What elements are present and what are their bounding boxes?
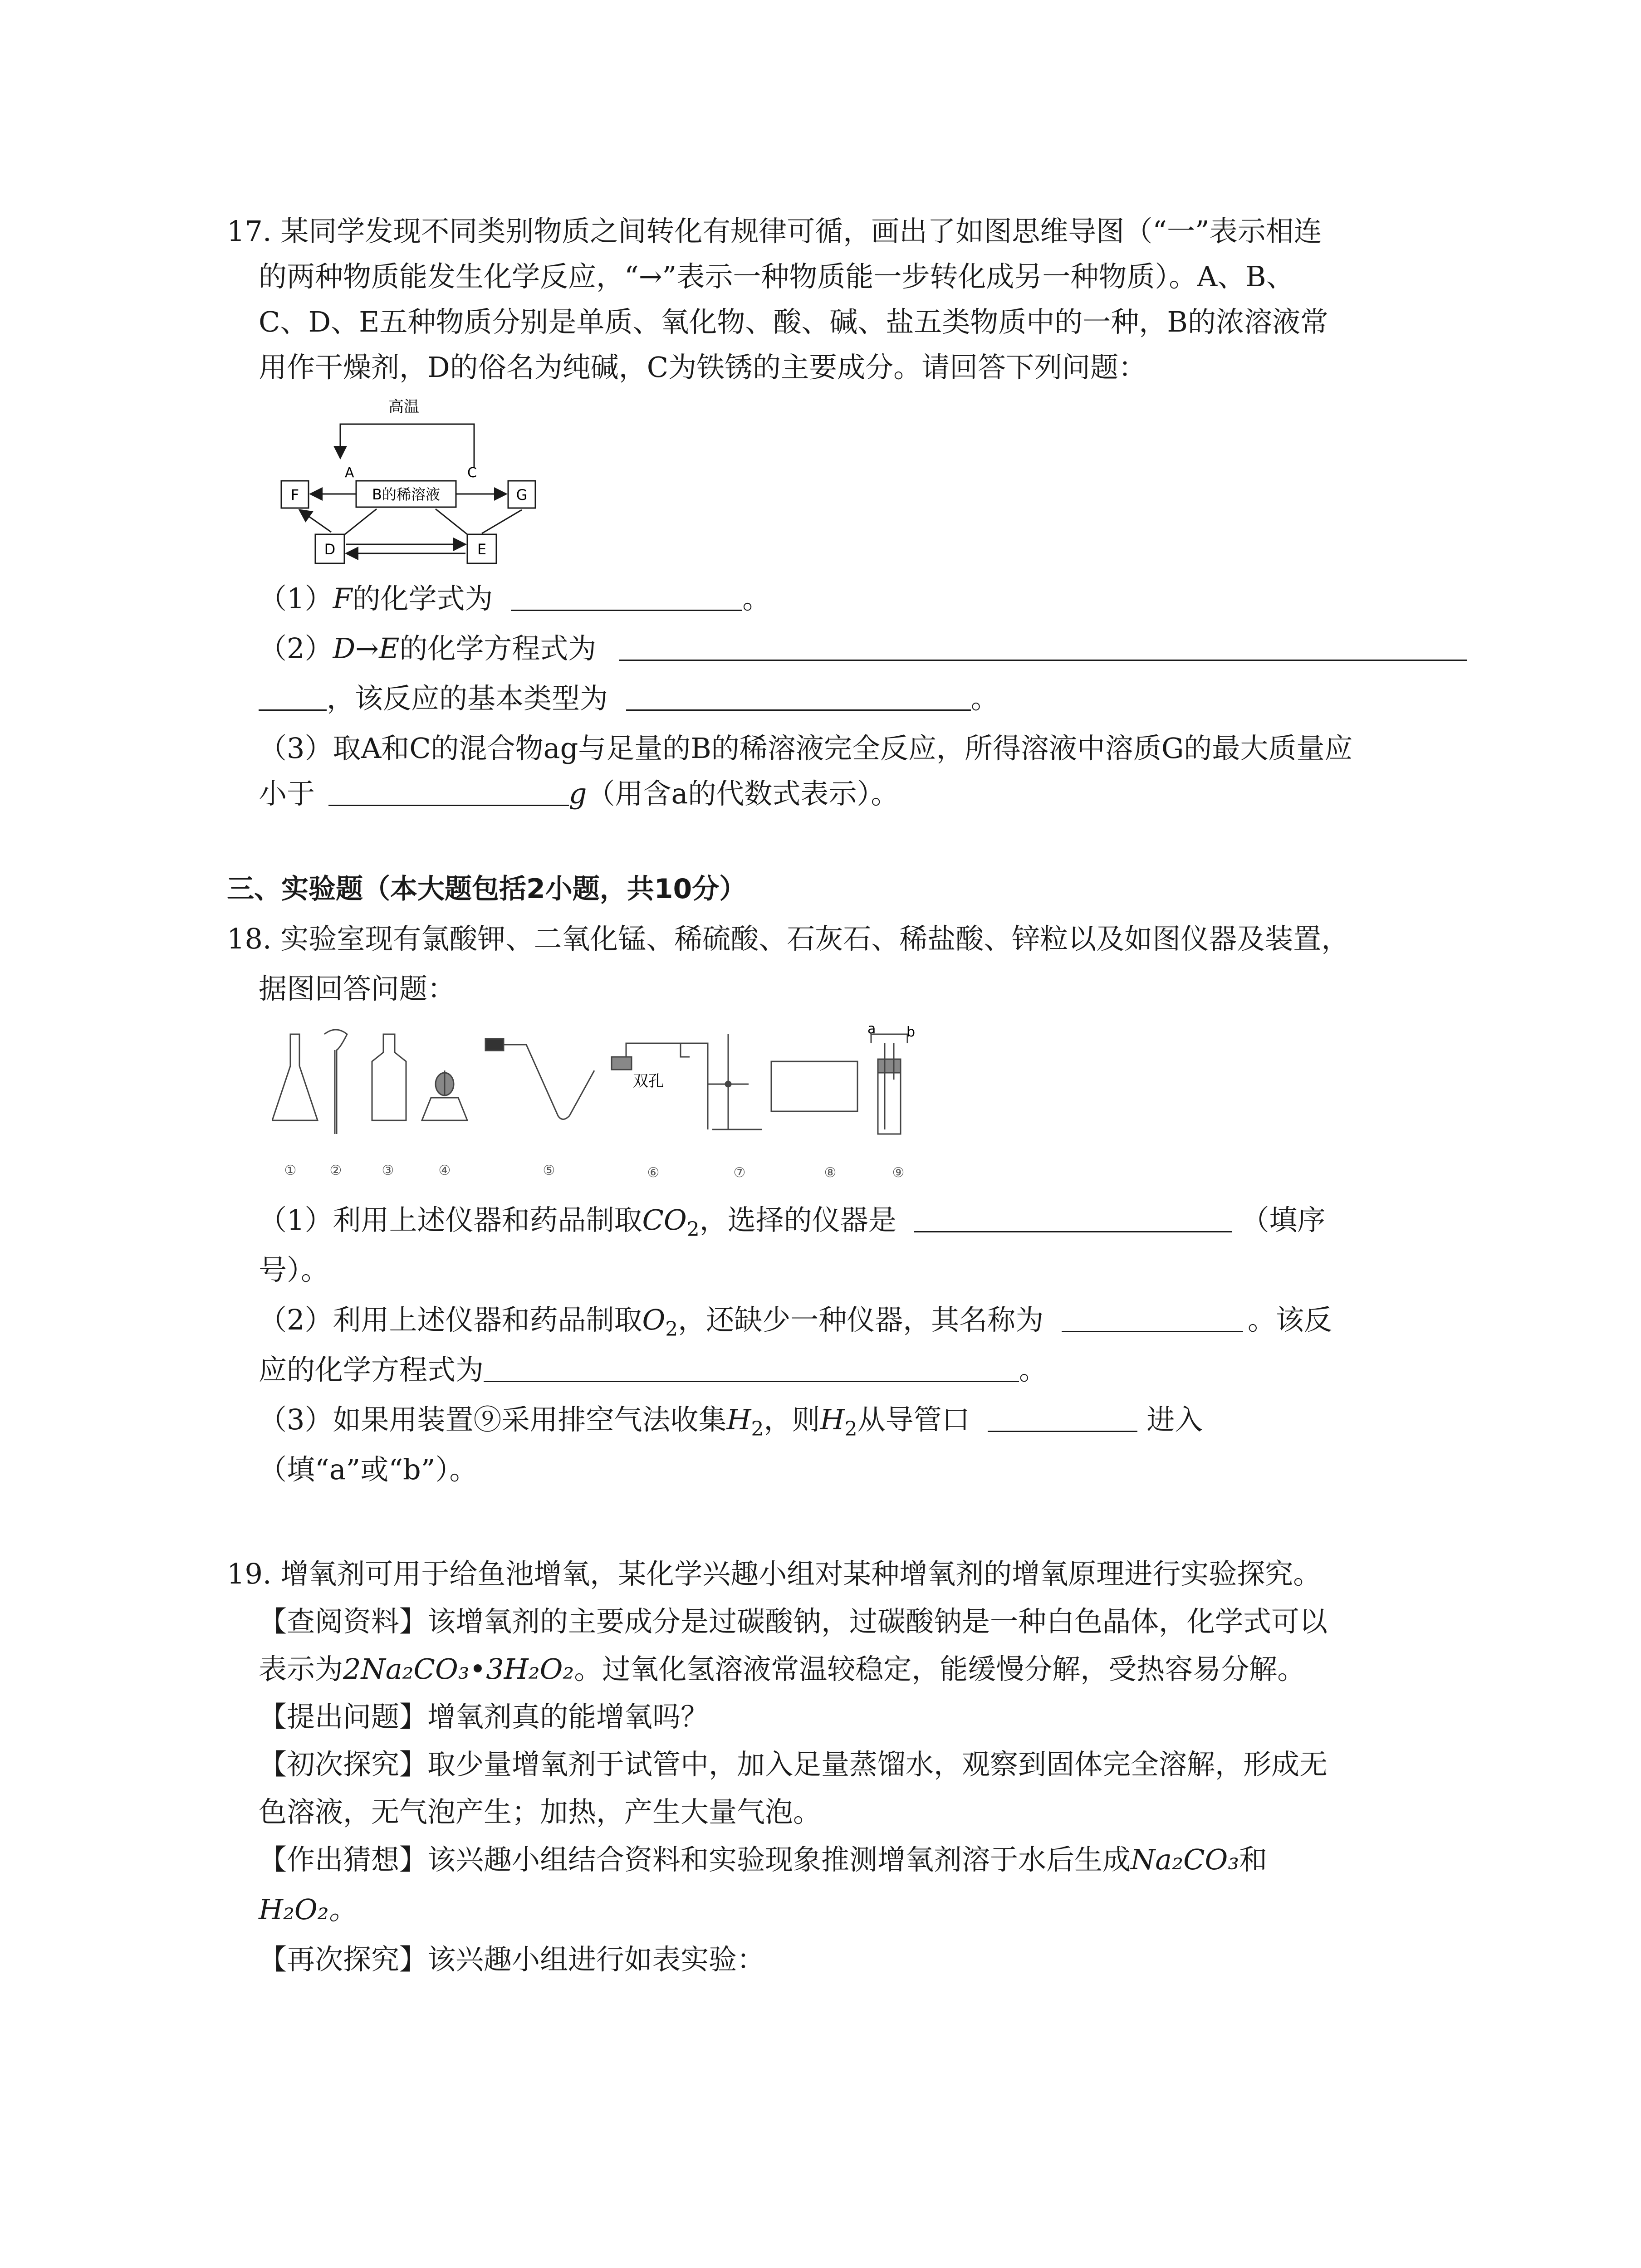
q19-line3-text: 。过氧化氢溶液常温较稳定，能缓慢分解，受热容易分解。 (574, 1652, 1306, 1686)
node-f-label: F (290, 486, 299, 503)
q18-part3-formula: H (726, 1403, 751, 1436)
q19-line-9: 【再次探究】该兴趣小组进行如表实验： (259, 1943, 765, 1976)
q18-part-3-line-2: （填“a”或“b”）。 (259, 1453, 478, 1486)
q17-part2-prefix: （2） (259, 632, 333, 665)
water-trough-icon (771, 1061, 857, 1111)
high-temp-label: 高温 (388, 398, 419, 416)
q18-part3-text-2: 从导管口 (857, 1403, 970, 1436)
tube-a-label: a (867, 1021, 876, 1037)
q19-line-3 (259, 1651, 1305, 1687)
q18-part-3 (259, 1402, 1203, 1447)
q17-part1-prefix: （1） (259, 582, 333, 615)
q18-part3-end: 进入 (1146, 1403, 1203, 1436)
q17-part2b-text: ，该反应的基本类型为 (327, 682, 608, 715)
q18-part-2-line-2 (259, 1352, 1047, 1388)
q19-line7-end: 和 (1239, 1843, 1268, 1876)
q17-part-1 (259, 581, 770, 617)
q19-line7-prefix: 【作出猜想】该兴趣小组结合资料和实验现象推测增氧剂溶于水后生成 (259, 1843, 1131, 1876)
q18-part2-instrument-blank[interactable] (1062, 1304, 1243, 1332)
q17-part2-text: 的化学方程式为 (399, 632, 597, 665)
q18-part1-text: ，选择的仪器是 (699, 1203, 896, 1237)
apparatus-label-5: ⑤ (543, 1163, 555, 1178)
alcohol-lamp-icon (422, 1098, 467, 1120)
q18-part2-equation-blank[interactable] (484, 1354, 1019, 1382)
double-hole-label: 双孔 (633, 1072, 664, 1090)
apparatus-label-9: ⑨ (892, 1165, 905, 1181)
q17-part3-answer-blank[interactable] (328, 777, 569, 806)
delivery-tube-icon (504, 1045, 594, 1119)
node-d-label: D (324, 541, 336, 558)
q17-line-2: 的两种物质能发生化学反应，“→”表示一种物质能一步转化成另一种物质）。A、B、 (259, 260, 1294, 293)
q17-conversion-diagram (272, 390, 554, 572)
conical-flask-icon (272, 1034, 318, 1120)
q17-part1-answer-blank[interactable] (511, 582, 742, 611)
q18-part3-subscript: 2 (751, 1418, 764, 1441)
q18-apparatus-figure (272, 1016, 953, 1188)
q19-line8-formula: H₂O₂。 (259, 1893, 357, 1926)
q18-part3-answer-blank[interactable] (988, 1403, 1137, 1432)
apparatus-label-7: ⑦ (733, 1165, 746, 1181)
q18-part1-formula: CO (642, 1203, 687, 1237)
q18-part-2 (259, 1302, 1332, 1348)
q19-line-8 (259, 1892, 357, 1928)
q18-line-1: 18. 实验室现有氯酸钾、二氧化锰、稀硫酸、石灰石、稀盐酸、锌粒以及如图仪器及装置， (227, 922, 1350, 955)
q17-part2b-end: 。 (970, 682, 999, 715)
q18-part2-end: 。该反 (1248, 1303, 1332, 1336)
q17-part2-equation-blank[interactable] (619, 632, 1467, 661)
loop-arrow (340, 424, 474, 467)
q19-line3-prefix: 表示为 (259, 1652, 343, 1686)
center-label: B的稀溶液 (372, 486, 440, 503)
q17-part2-equation-blank-cont[interactable] (259, 682, 327, 711)
q17-line-4: 用作干燥剂，D的俗名为纯碱，C为铁锈的主要成分。请回答下列问题： (259, 351, 1147, 384)
apparatus-label-6: ⑥ (647, 1165, 660, 1181)
q18-part3-formula-2: H (820, 1403, 845, 1436)
q18-part1-prefix: （1）利用上述仪器和药品制取 (259, 1203, 642, 1237)
q18-part3-subscript-2: 2 (844, 1418, 857, 1441)
q17-part2-type-blank[interactable] (626, 682, 971, 711)
q17-line-1: 17. 某同学发现不同类别物质之间转化有规律可循，画出了如图思维导图（“一”表示相连 (227, 215, 1322, 248)
q17-part1-var: F (333, 582, 353, 615)
q18-part-1 (259, 1202, 1325, 1248)
q18-part2-text: ，还缺少一种仪器，其名称为 (678, 1303, 1044, 1336)
node-c-label: C (467, 465, 477, 481)
q18-part3-text: ，则 (764, 1403, 820, 1436)
q19-line-7 (259, 1842, 1267, 1878)
q19-line7-formula: Na₂CO₃ (1131, 1843, 1239, 1876)
apparatus-label-4: ④ (438, 1163, 451, 1178)
q18-part-1-line-2: 号）。 (259, 1253, 329, 1286)
gas-bottle-icon (372, 1034, 406, 1120)
q17-part1-text: 的化学式为 (352, 582, 493, 615)
q18-part2-prefix: （2）利用上述仪器和药品制取 (259, 1303, 642, 1336)
q19-line-4: 【提出问题】增氧剂真的能增氧吗？ (259, 1700, 709, 1733)
apparatus-label-8: ⑧ (824, 1165, 837, 1181)
q18-part1-subscript: 2 (686, 1218, 700, 1241)
q19-line-5: 【初次探究】取少量增氧剂于试管中，加入足量蒸馏水，观察到固体完全溶解，形成无 (259, 1748, 1328, 1781)
gas-wash-bottle-icon (871, 1034, 907, 1043)
q17-part3-unit: g (568, 777, 587, 810)
long-funnel-icon (324, 1030, 347, 1134)
q18-part2-line2-text: 应的化学方程式为 (259, 1353, 484, 1386)
node-a-label: A (345, 465, 354, 481)
q19-line-2: 【查阅资料】该增氧剂的主要成分是过碳酸钠，过碳酸钠是一种白色晶体，化学式可以 (259, 1605, 1328, 1638)
q19-line3-formula: 2Na₂CO₃•3H₂O₂ (343, 1652, 574, 1686)
q17-part-2 (259, 631, 1467, 667)
q19-line-6: 色溶液，无气泡产生；加热，产生大量气泡。 (259, 1795, 822, 1828)
q17-line-3: C、D、E五种物质分别是单质、氧化物、酸、碱、盐五类物质中的一种，B的浓溶液常 (259, 305, 1328, 338)
q19-line-1: 19. 增氧剂可用于给鱼池增氧，某化学兴趣小组对某种增氧剂的增氧原理进行实验探究。 (227, 1557, 1322, 1590)
q17-part2-var: D→E (333, 632, 400, 665)
node-g-label: G (516, 486, 528, 503)
node-e-label: E (477, 541, 487, 558)
q17-part3-prefix: 小于 (259, 777, 315, 810)
q17-part-3-line-1: （3）取A和C的混合物ag与足量的B的稀溶液完全反应，所得溶液中溶质G的最大质量应 (259, 732, 1353, 765)
q17-part3-text: （用含a的代数式表示）。 (587, 777, 899, 810)
apparatus-label-3: ③ (382, 1163, 394, 1178)
q17-part1-end: 。 (742, 582, 771, 615)
tube-b-label: b (906, 1024, 916, 1040)
q18-part1-end: （填序 (1241, 1203, 1326, 1237)
q18-part3-prefix: （3）如果用装置⑨采用排空气法收集 (259, 1403, 727, 1436)
q18-part2-formula: O (642, 1303, 666, 1336)
q17-part-3-line-2 (259, 776, 899, 812)
section-3-heading: 三、实验题（本大题包括2小题，共10分） (227, 873, 747, 905)
q18-part2-line2-end: 。 (1019, 1353, 1048, 1386)
q18-part2-subscript: 2 (665, 1318, 678, 1341)
apparatus-label-2: ② (329, 1163, 342, 1178)
apparatus-label-1: ① (284, 1163, 297, 1178)
q18-line-2: 据图回答问题： (259, 972, 456, 1005)
q18-part1-answer-blank[interactable] (914, 1204, 1232, 1232)
q17-part-2b (259, 680, 999, 717)
